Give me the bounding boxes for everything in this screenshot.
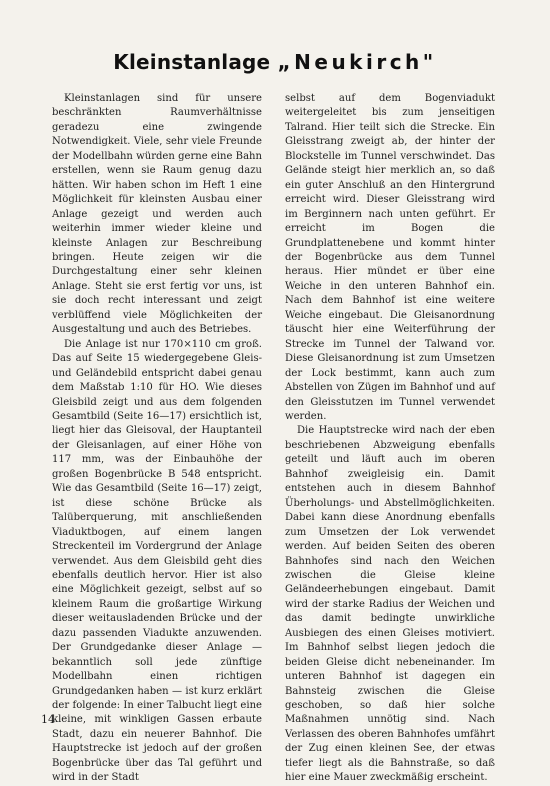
paragraph: Kleinstanlagen sind für unsere beschränkten Raumverhältnisse geradezu eine zwingende Notwendigkeit. Viele, sehr viele Freunde der Modellbahn würden gerne eine Bahn erstellen, wenn sie Raum genug dazu hätten. Wir haben schon im Heft 1 eine Möglichkeit für kleinsten Ausbau einer Anlage gezeigt und werden auch weiterhin immer wieder kleine und kleinste Anlagen zur Beschreibung bringen. Heute zeigen wir die Durchgestaltung einer sehr kleinen Anlage. Steht sie erst fertig vor uns, ist sie doch recht interessant und zeigt verblüffend viele Möglichkeiten der Ausgestaltung und auch des Betriebes. — [52, 93, 262, 336]
page-number: 14 — [41, 713, 55, 726]
left-column — [52, 92, 262, 786]
title-layout-name: „Neukirch" — [277, 50, 437, 74]
paragraph-continued: selbst auf dem Bogenviadukt weitergeleitet bis zum jenseitigen Talrand. Hier teilt sich die Strecke. Ein Gleisstrang zweigt ab, der hinter der Blockstelle im Tunnel verschwindet. Das Gelände steigt hier merklich an, so daß ein guter Anschluß an den Hintergrund erreicht wird. Dieser Gleisstrang wird im Berginnern nach unten geführt. Er erreicht im Bogen die Grundplattenebene und kommt hinter der Bogenbrücke aus dem Tunnel heraus. Hier mündet er über eine Weiche in den unteren Bahnhof ein. Nach dem Bahnhof ist eine weitere Weiche eingebaut. Die Gleisanordnung täuscht hier eine Weiterführung der Strecke im Tunnel der Talwand vor. Diese Gleisanordnung ist zum Umsetzen der Lock bestimmt, kann auch zum Abstellen von Zügen im Bahnhof und auf den Gleisstutzen im Tunnel verwendet werden. — [285, 93, 495, 422]
right-column — [285, 92, 495, 786]
title-main: Kleinstanlage — [113, 50, 271, 74]
paragraph: Die Hauptstrecke wird nach der eben beschriebenen Abzweigung ebenfalls geteilt und läuft auch im oberen Bahnhof zweigleisig ein. Damit entstehen auch in diesem Bahnhof Überholungs- und Abstellmöglichkeiten. Dabei kann diese Anordnung ebenfalls zum Umsetzen der Lok verwendet werden. Auf beiden Seiten des oberen Bahnhofes sind nach den Weichen zwischen die Gleise kleine Geländeerhebungen eingebaut. Damit wird der starke Radius der Weichen und das damit bedingte unwirkliche Ausbiegen des einen Gleises motiviert. Im Bahnhof selbst liegen jedoch die beiden Gleise dicht nebeneinander. Im unteren Bahnhof ist dagegen ein Bahnsteig zwischen die Gleise geschoben, so daß hier solche Maßnahmen unnötig sind. Nach Verlassen des oberen Bahnhofes umfährt der Zug einen kleinen See, der etwas tiefer liegt als die Bahnstraße, so daß hier eine Mauer zweckmäßig erscheint. — [285, 425, 495, 784]
page-title — [0, 50, 550, 74]
paragraph: Die Anlage ist nur 170×110 cm groß. Das auf Seite 15 wiedergegebene Gleis- und Geländebild entspricht dabei genau dem Maßstab 1:10 für HO. Wie dieses Gleisbild zeigt und aus dem folgenden Gesamtbild (Seite 16—17) ersichtlich ist, liegt hier das Gleisoval, der Hauptanteil der Gleisanlagen, auf einer Höhe von 117 mm, was der Einbauhöhe der großen Bogenbrücke B 548 entspricht. Wie das Gesamtbild (Seite 16—17) zeigt, ist diese schöne Brücke als Talüberquerung, mit anschließenden Viaduktbogen, auf einem langen Streckenteil im Vordergrund der Anlage verwendet. Aus dem Gleisbild geht dies ebenfalls deutlich hervor. Hier ist also eine Möglichkeit gezeigt, selbst auf so kleinem Raum die großartige Wirkung dieser weitausladenden Brücke und der dazu passenden Viadukte anzuwenden. Der Grundgedanke dieser Anlage — bekanntlich soll jede zünftige Modellbahn einen richtigen Grundgedanken haben — ist kurz erklärt der folgende: In einer Talbucht liegt eine kleine, mit winkligen Gassen erbaute Stadt, dazu ein neuerer Bahnhof. Die Hauptstrecke ist jedoch auf der großen Bogenbrücke über das Tal geführt und wird in der Stadt — [52, 338, 262, 784]
